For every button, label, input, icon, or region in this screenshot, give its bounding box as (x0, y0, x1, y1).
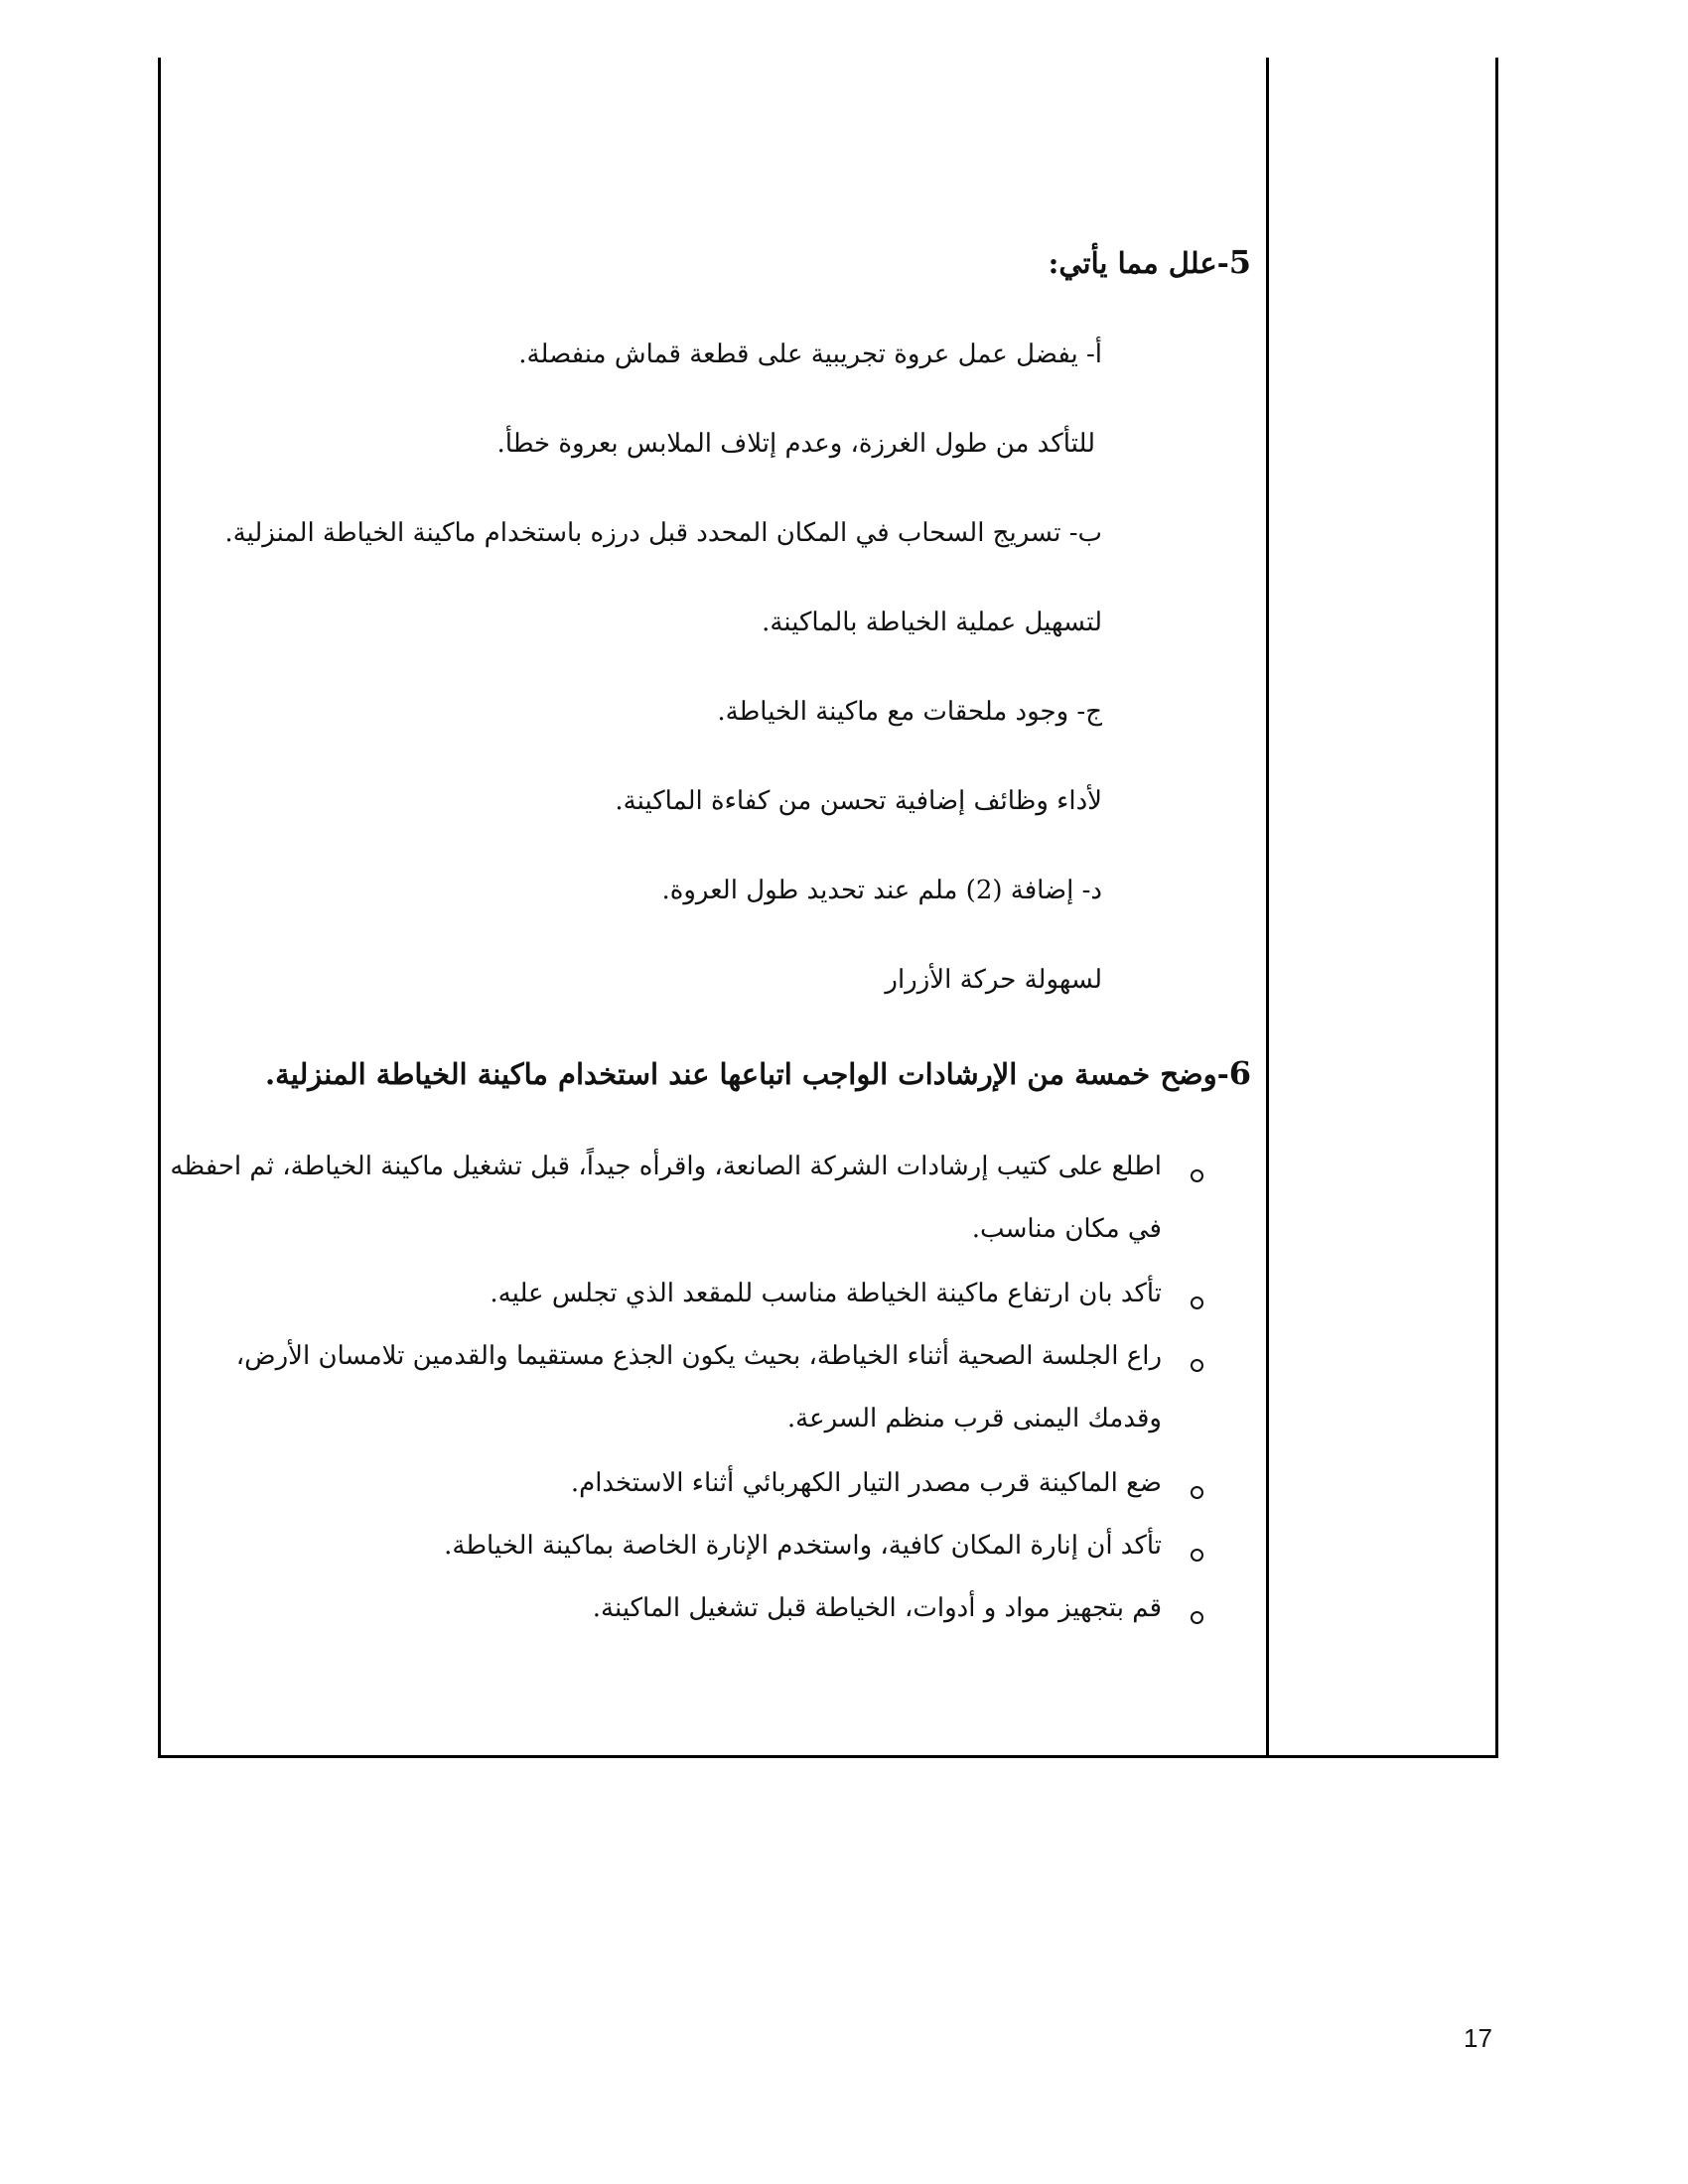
question-5-title: علل مما يأتي: (1048, 246, 1217, 280)
q5-item-b: ب- تسريج السحاب في المكان المحدد قبل درزه باستخدام ماكينة الخياطة المنزلية. (224, 518, 1102, 548)
q6-bullet-3-line-2: وقدمك اليمنى قرب منظم السرعة. (786, 1404, 1162, 1433)
q6-bullet-4: ضع الماكينة قرب مصدر التيار الكهربائي أثناء الاستخدام. (570, 1468, 1162, 1498)
question-5-number: 5 (1228, 243, 1251, 281)
question-5-heading: 5-علل مما يأتي: (1048, 243, 1251, 281)
question-6-number: 6 (1228, 1054, 1251, 1092)
q5-item-c: ج- وجود ملحقات مع ماكينة الخياطة. (717, 697, 1102, 727)
bullet-circle-icon (1191, 1486, 1203, 1499)
table-right-border (1495, 58, 1498, 1757)
q5-answer-c: لأداء وظائف إضافية تحسن من كفاءة الماكينة. (615, 786, 1102, 816)
q6-bullet-1-line-2: في مكان مناسب. (971, 1214, 1162, 1244)
q6-bullet-3-line-1: راع الجلسة الصحية أثناء الخياطة، بحيث يكون الجذع مستقيما والقدمين تلامسان الأرض، (235, 1341, 1162, 1371)
q6-bullet-5: تأكد أن إنارة المكان كافية، واستخدم الإنارة الخاصة بماكينة الخياطة. (444, 1531, 1162, 1561)
q5-answer-b: لتسهيل عملية الخياطة بالماكينة. (762, 608, 1102, 637)
q6-bullet-2: تأكد بان ارتفاع ماكينة الخياطة مناسب للمقعد الذي تجلس عليه. (490, 1279, 1162, 1308)
bullet-circle-icon (1191, 1297, 1203, 1309)
question-6-heading: 6-وضح خمسة من الإرشادات الواجب اتباعها عند استخدام ماكينة الخياطة المنزلية. (265, 1054, 1251, 1092)
table-left-border (158, 58, 161, 1757)
bullet-circle-icon (1191, 1169, 1203, 1182)
q6-bullet-1-line-1: اطلع على كتيب إرشادات الشركة الصانعة، واقرأه جيداً، قبل تشغيل ماكينة الخياطة، ثم احفظه (170, 1152, 1162, 1181)
question-6-title: وضح خمسة من الإرشادات الواجب اتباعها عند استخدام ماكينة الخياطة المنزلية. (265, 1057, 1217, 1091)
bullet-circle-icon (1191, 1611, 1203, 1624)
q6-bullet-6: قم بتجهيز مواد و أدوات، الخياطة قبل تشغيل الماكينة. (592, 1593, 1162, 1623)
table-divider (1266, 58, 1269, 1757)
bullet-circle-icon (1191, 1549, 1203, 1562)
table-bottom-border (158, 1755, 1498, 1758)
q5-answer-a: للتأكد من طول الغرزة، وعدم إتلاف الملابس بعروة خطأ. (496, 429, 1095, 459)
q5-item-a: أ- يفضل عمل عروة تجريبية على قطعة قماش منفصلة. (518, 340, 1102, 369)
q5-item-d: د- إضافة (2) ملم عند تحديد طول العروة. (661, 876, 1102, 905)
q5-answer-d: لسهولة حركة الأزرار (885, 965, 1102, 995)
page-number: 17 (1464, 2023, 1492, 2053)
bullet-circle-icon (1191, 1359, 1203, 1372)
